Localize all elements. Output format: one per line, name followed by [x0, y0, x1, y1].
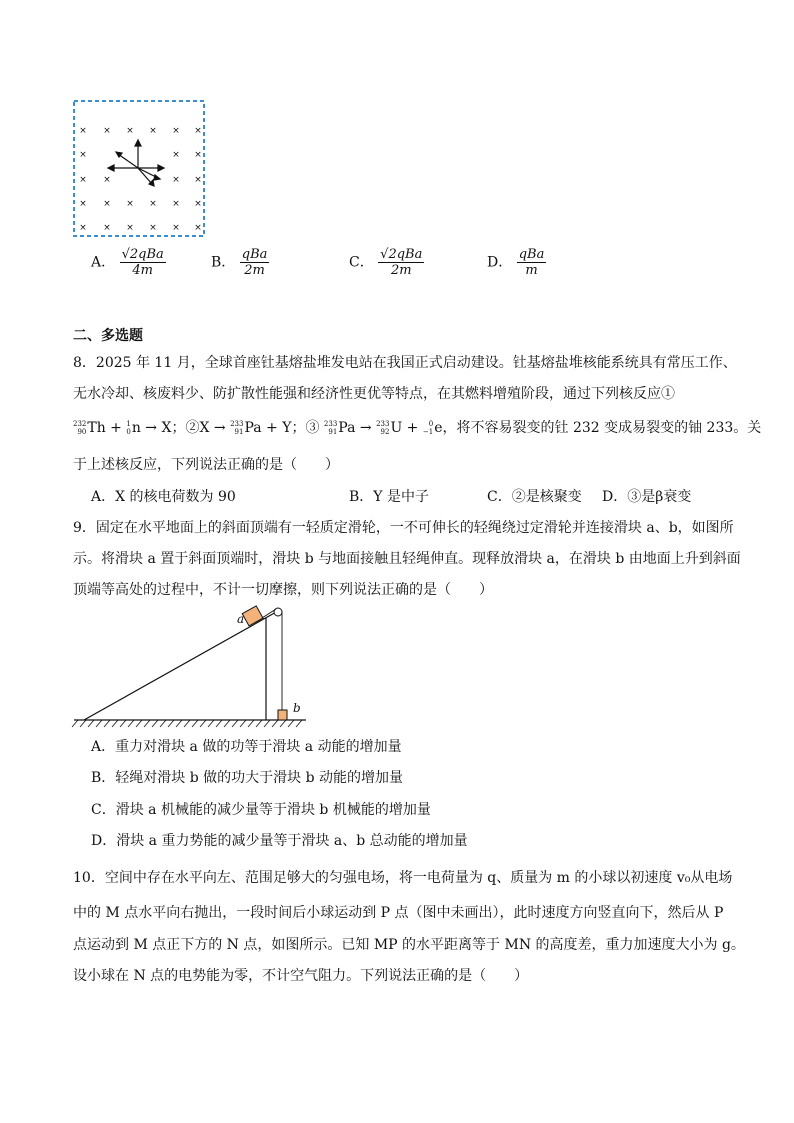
svg-text:×: ×: [79, 126, 87, 136]
svg-text:×: ×: [194, 199, 202, 209]
q10-stem-line2: 中的 M 点水平向右抛出，一段时间后小球运动到 P 点（图中未画出），此时速度方向竖直向下，然后从 P: [73, 905, 724, 921]
q9-stem-line3: 顶端等高处的过程中，不计一切摩擦，则下列说法正确的是（ ）: [73, 582, 493, 598]
q9-stem-line1: 9．固定在水平地面上的斜面顶端有一轻质定滑轮，一不可伸长的轻绳绕过定滑轮并连接滑块 a、b，如图所: [73, 520, 734, 536]
svg-text:×: ×: [172, 223, 180, 233]
svg-text:×: ×: [79, 223, 87, 233]
svg-text:×: ×: [172, 150, 180, 160]
q10-stem-line4: 设小球在 N 点的电势能为零，不计空气阻力。下列说法正确的是（ ）: [73, 968, 529, 984]
nuclide-th: 232 90: [73, 420, 87, 436]
q9-option-b[interactable]: B．轻绳对滑块 b 做的功大于滑块 b 动能的增加量: [91, 770, 404, 786]
svg-text:×: ×: [194, 223, 202, 233]
q8-stem-line3: 232 90 Th + 1 0 n → X；②X → 233 91 Pa + Y；③ 233 91 Pa → 233 92 U + 0 −1 e，将不容易裂变的钍 232 变成易裂变的铀 233。关: [73, 420, 762, 436]
q9-stem-line2: 示。将滑块 a 置于斜面顶端时，滑块 b 与地面接触且轻绳伸直。现释放滑块 a，在滑块 b 由地面上升到斜面: [73, 551, 741, 567]
svg-text:×: ×: [194, 126, 202, 136]
svg-text:×: ×: [126, 223, 134, 233]
svg-text:×: ×: [194, 150, 202, 160]
q8-option-b[interactable]: B．Y 是中子: [349, 489, 429, 505]
nuclide-pa1: 233 91: [230, 420, 244, 436]
q9-option-c[interactable]: C．滑块 a 机械能的减少量等于滑块 b 机械能的增加量: [91, 802, 431, 818]
nuclide-u: 233 92: [376, 420, 390, 436]
q7-option-a[interactable]: A． $\frac{\text{√2qBa}}{4m}$: [91, 247, 164, 278]
svg-text:×: ×: [149, 223, 157, 233]
q9-option-a[interactable]: A．重力对滑块 a 做的功等于滑块 a 动能的增加量: [91, 739, 402, 755]
block-a-label: a: [237, 612, 245, 626]
incline-pulley-figure: [70, 600, 310, 730]
q8-stem-line4: 于上述核反应，下列说法正确的是（ ）: [73, 457, 339, 473]
svg-text:×: ×: [172, 175, 180, 185]
q8-option-c[interactable]: C．②是核聚变: [487, 489, 582, 505]
option-a-fraction: $\frac{\text{√2qBa}}{4m}$: [121, 247, 164, 278]
svg-text:×: ×: [149, 126, 157, 136]
svg-text:×: ×: [103, 175, 111, 185]
option-d-fraction: $\frac{\text{qBa}}{m}$: [518, 247, 545, 278]
svg-text:×: ×: [103, 126, 111, 136]
svg-text:×: ×: [126, 199, 134, 209]
q8-option-a[interactable]: A．X 的核电荷数为 90: [91, 489, 236, 505]
section-title: 二、多选题: [73, 328, 143, 344]
option-b-fraction: $\frac{\text{qBa}}{2m}$: [241, 247, 268, 278]
svg-text:×: ×: [172, 126, 180, 136]
option-c-fraction: $\frac{\text{√2qBa}}{2m}$: [380, 247, 423, 278]
magnetic-field-figure: [70, 98, 210, 240]
q7-option-c[interactable]: C． $\frac{\text{√2qBa}}{2m}$: [349, 247, 423, 278]
svg-text:×: ×: [79, 150, 87, 160]
q8-stem-line1: 8．2025 年 11 月，全球首座钍基熔盐堆发电站在我国正式启动建设。钍基熔盐堆核能系统具有常压工作、: [73, 355, 737, 371]
svg-text:×: ×: [126, 126, 134, 136]
svg-text:×: ×: [79, 199, 87, 209]
block-b-label: b: [293, 701, 301, 715]
svg-text:×: ×: [103, 199, 111, 209]
nuclide-n: 1 0: [126, 420, 131, 436]
q10-stem-line3: 点运动到 M 点正下方的 N 点，如图所示。已知 MP 的水平距离等于 MN 的高度差，重力加速度大小为 g。: [73, 937, 745, 953]
svg-text:×: ×: [172, 199, 180, 209]
q8-option-d[interactable]: D．③是β衰变: [602, 489, 692, 505]
svg-text:×: ×: [79, 175, 87, 185]
q8-stem-line2: 无水冷却、核废料少、防扩散性能强和经济性更优等特点，在其燃料增殖阶段，通过下列核反应①: [73, 386, 675, 402]
svg-text:×: ×: [103, 223, 111, 233]
q7-option-d[interactable]: D． $\frac{\text{qBa}}{m}$: [487, 247, 545, 278]
q9-option-d[interactable]: D．滑块 a 重力势能的减少量等于滑块 a、b 总动能的增加量: [91, 833, 468, 849]
nuclide-pa2: 233 91: [323, 420, 338, 436]
svg-text:×: ×: [149, 199, 157, 209]
svg-text:×: ×: [194, 175, 202, 185]
nuclide-e: 0 −1: [422, 420, 434, 436]
q7-option-b[interactable]: B． $\frac{\text{qBa}}{2m}$: [211, 247, 268, 278]
q10-stem-line1: 10．空间中存在水平向左、范围足够大的匀强电场，将一电荷量为 q、质量为 m 的小球以初速度 v₀从电场: [73, 870, 733, 886]
